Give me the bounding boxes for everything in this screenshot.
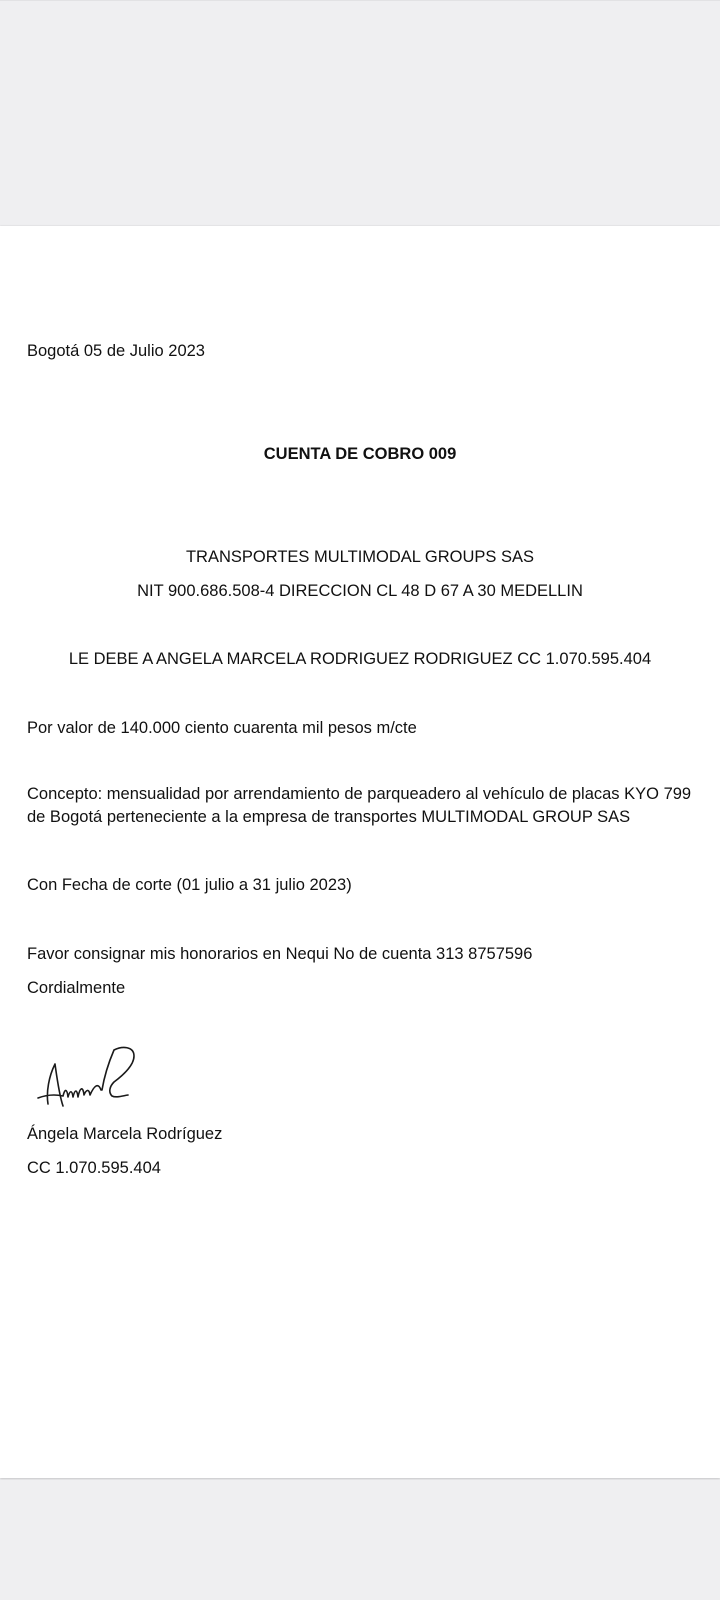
signature-image [30,1040,150,1114]
viewer-background-top [0,0,720,227]
cutoff-line: Con Fecha de corte (01 julio a 31 julio 2023) [27,876,352,894]
debtor-line: LE DEBE A ANGELA MARCELA RODRIGUEZ RODRIGUEZ CC 1.070.595.404 [68,650,652,668]
viewer-background-bottom [0,1480,720,1600]
closing-line: Cordialmente [27,979,126,997]
document-title: CUENTA DE COBRO 009 [263,445,457,463]
signer-name: Ángela Marcela Rodríguez [27,1125,223,1143]
signer-id: CC 1.070.595.404 [27,1159,161,1177]
company-nit: NIT 900.686.508-4 DIRECCION CL 48 D 67 A 30 MEDELLIN [137,582,583,600]
amount-line: Por valor de 140.000 ciento cuarenta mil pesos m/cte [27,719,417,737]
concept-line: Concepto: mensualidad por arrendamiento de parqueadero al vehículo de placas KYO 799 de Bogotá perteneciente a la empresa de transportes MULTIMODAL GROUP SAS [27,785,692,826]
document-page [0,226,720,1478]
date-line: Bogotá 05 de Julio 2023 [27,342,205,360]
company-name: TRANSPORTES MULTIMODAL GROUPS SAS [185,548,535,566]
payment-line: Favor consignar mis honorarios en Nequi No de cuenta 313 8757596 [27,945,533,963]
